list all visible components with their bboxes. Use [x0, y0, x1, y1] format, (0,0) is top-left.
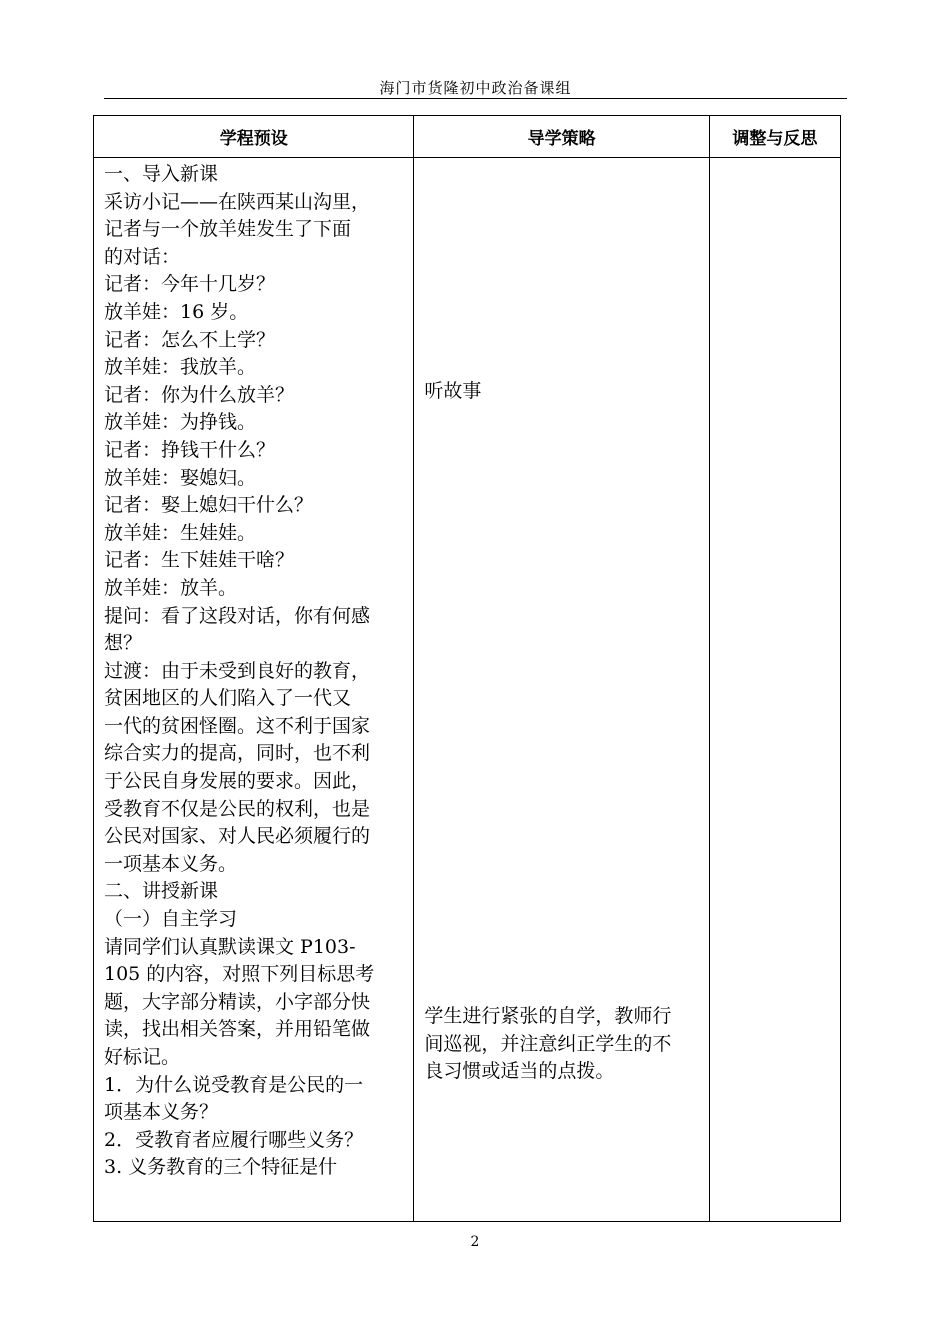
plan-line: 记者：今年十几岁？: [104, 273, 276, 296]
plan-line: 放羊娃：为挣钱。: [104, 411, 257, 434]
plan-line: 项基本义务？: [104, 1101, 219, 1124]
plan-line: 一、导入新课: [104, 163, 219, 185]
column-header-guidance-strategy: 导学策略: [414, 116, 709, 158]
plan-line: 请同学们认真默读课文 P103-: [104, 935, 356, 958]
column-header-adjustment-reflection: 调整与反思: [709, 116, 840, 158]
page-header: 海门市货隆初中政治备课组: [379, 79, 572, 97]
plan-line: 记者与一个放羊娃发生了下面: [104, 218, 352, 241]
adjustment-reflection-cell: [709, 158, 840, 1222]
table-header-row: [94, 116, 841, 158]
table-body-row: [94, 158, 841, 1222]
plan-line: 记者：挣钱干什么？: [104, 438, 276, 461]
plan-line: 读，找出相关答案，并用铅笔做: [104, 1018, 371, 1041]
plan-line: 的对话：: [104, 245, 181, 268]
plan-line: 于公民自身发展的要求。因此，: [104, 770, 371, 793]
plan-line: 一项基本义务。: [104, 852, 238, 875]
plan-line: 放羊娃：生娃娃。: [104, 521, 257, 544]
strategy-note-listen: 听故事: [424, 380, 482, 402]
plan-line: 放羊娃：16 岁。: [104, 300, 249, 323]
plan-line: 采访小记——在陕西某山沟里，: [104, 190, 371, 213]
plan-line: 受教育不仅是公民的权利，也是: [104, 797, 371, 820]
plan-line: 1．为什么说受教育是公民的一: [104, 1073, 364, 1096]
lesson-plan-table: [93, 115, 841, 1222]
plan-line: 105 的内容，对照下列目标思考: [104, 963, 375, 986]
plan-line: 二、讲授新课: [104, 880, 219, 903]
plan-line: 贫困地区的人们陷入了一代又: [104, 687, 352, 710]
plan-line: 记者：生下娃娃干啥？: [104, 549, 295, 572]
column-header-learning-plan: 学程预设: [94, 116, 414, 158]
strategy-note-self-study: [424, 1003, 671, 1086]
plan-line: 题，大字部分精读，小字部分快: [104, 990, 371, 1013]
plan-line: 过渡：由于未受到良好的教育，: [104, 659, 371, 682]
strategy-line: 学生进行紧张的自学，教师行: [424, 1005, 672, 1027]
learning-plan-text: [94, 158, 413, 1182]
strategy-line: 良习惯或适当的点拨。: [424, 1060, 615, 1083]
plan-line: 公民对国家、对人民必须履行的: [104, 825, 371, 848]
plan-line: 放羊娃：我放羊。: [104, 356, 257, 379]
learning-plan-cell: [94, 158, 414, 1222]
plan-line: 放羊娃：放羊。: [104, 576, 238, 599]
plan-line: 3. 义务教育的三个特征是什: [104, 1156, 338, 1179]
plan-line: 记者：你为什么放羊？: [104, 383, 295, 406]
plan-line: 记者：怎么不上学？: [104, 328, 276, 351]
plan-line: （一）自主学习: [104, 908, 238, 931]
page-number: 2: [470, 1234, 480, 1250]
plan-line: 提问：看了这段对话，你有何感: [104, 604, 371, 627]
guidance-strategy-cell: [414, 158, 709, 1222]
plan-line: 记者：娶上媳妇干什么？: [104, 494, 314, 517]
header-divider: [104, 98, 847, 99]
plan-line: 放羊娃：娶媳妇。: [104, 466, 257, 489]
plan-line: 2．受教育者应履行哪些义务？: [104, 1128, 364, 1151]
strategy-line: 间巡视，并注意纠正学生的不: [424, 1032, 672, 1055]
plan-line: 综合实力的提高，同时，也不利: [104, 742, 371, 765]
plan-line: 想？: [104, 632, 143, 655]
plan-line: 一代的贫困怪圈。这不利于国家: [104, 714, 371, 737]
plan-line: 好标记。: [104, 1046, 181, 1068]
